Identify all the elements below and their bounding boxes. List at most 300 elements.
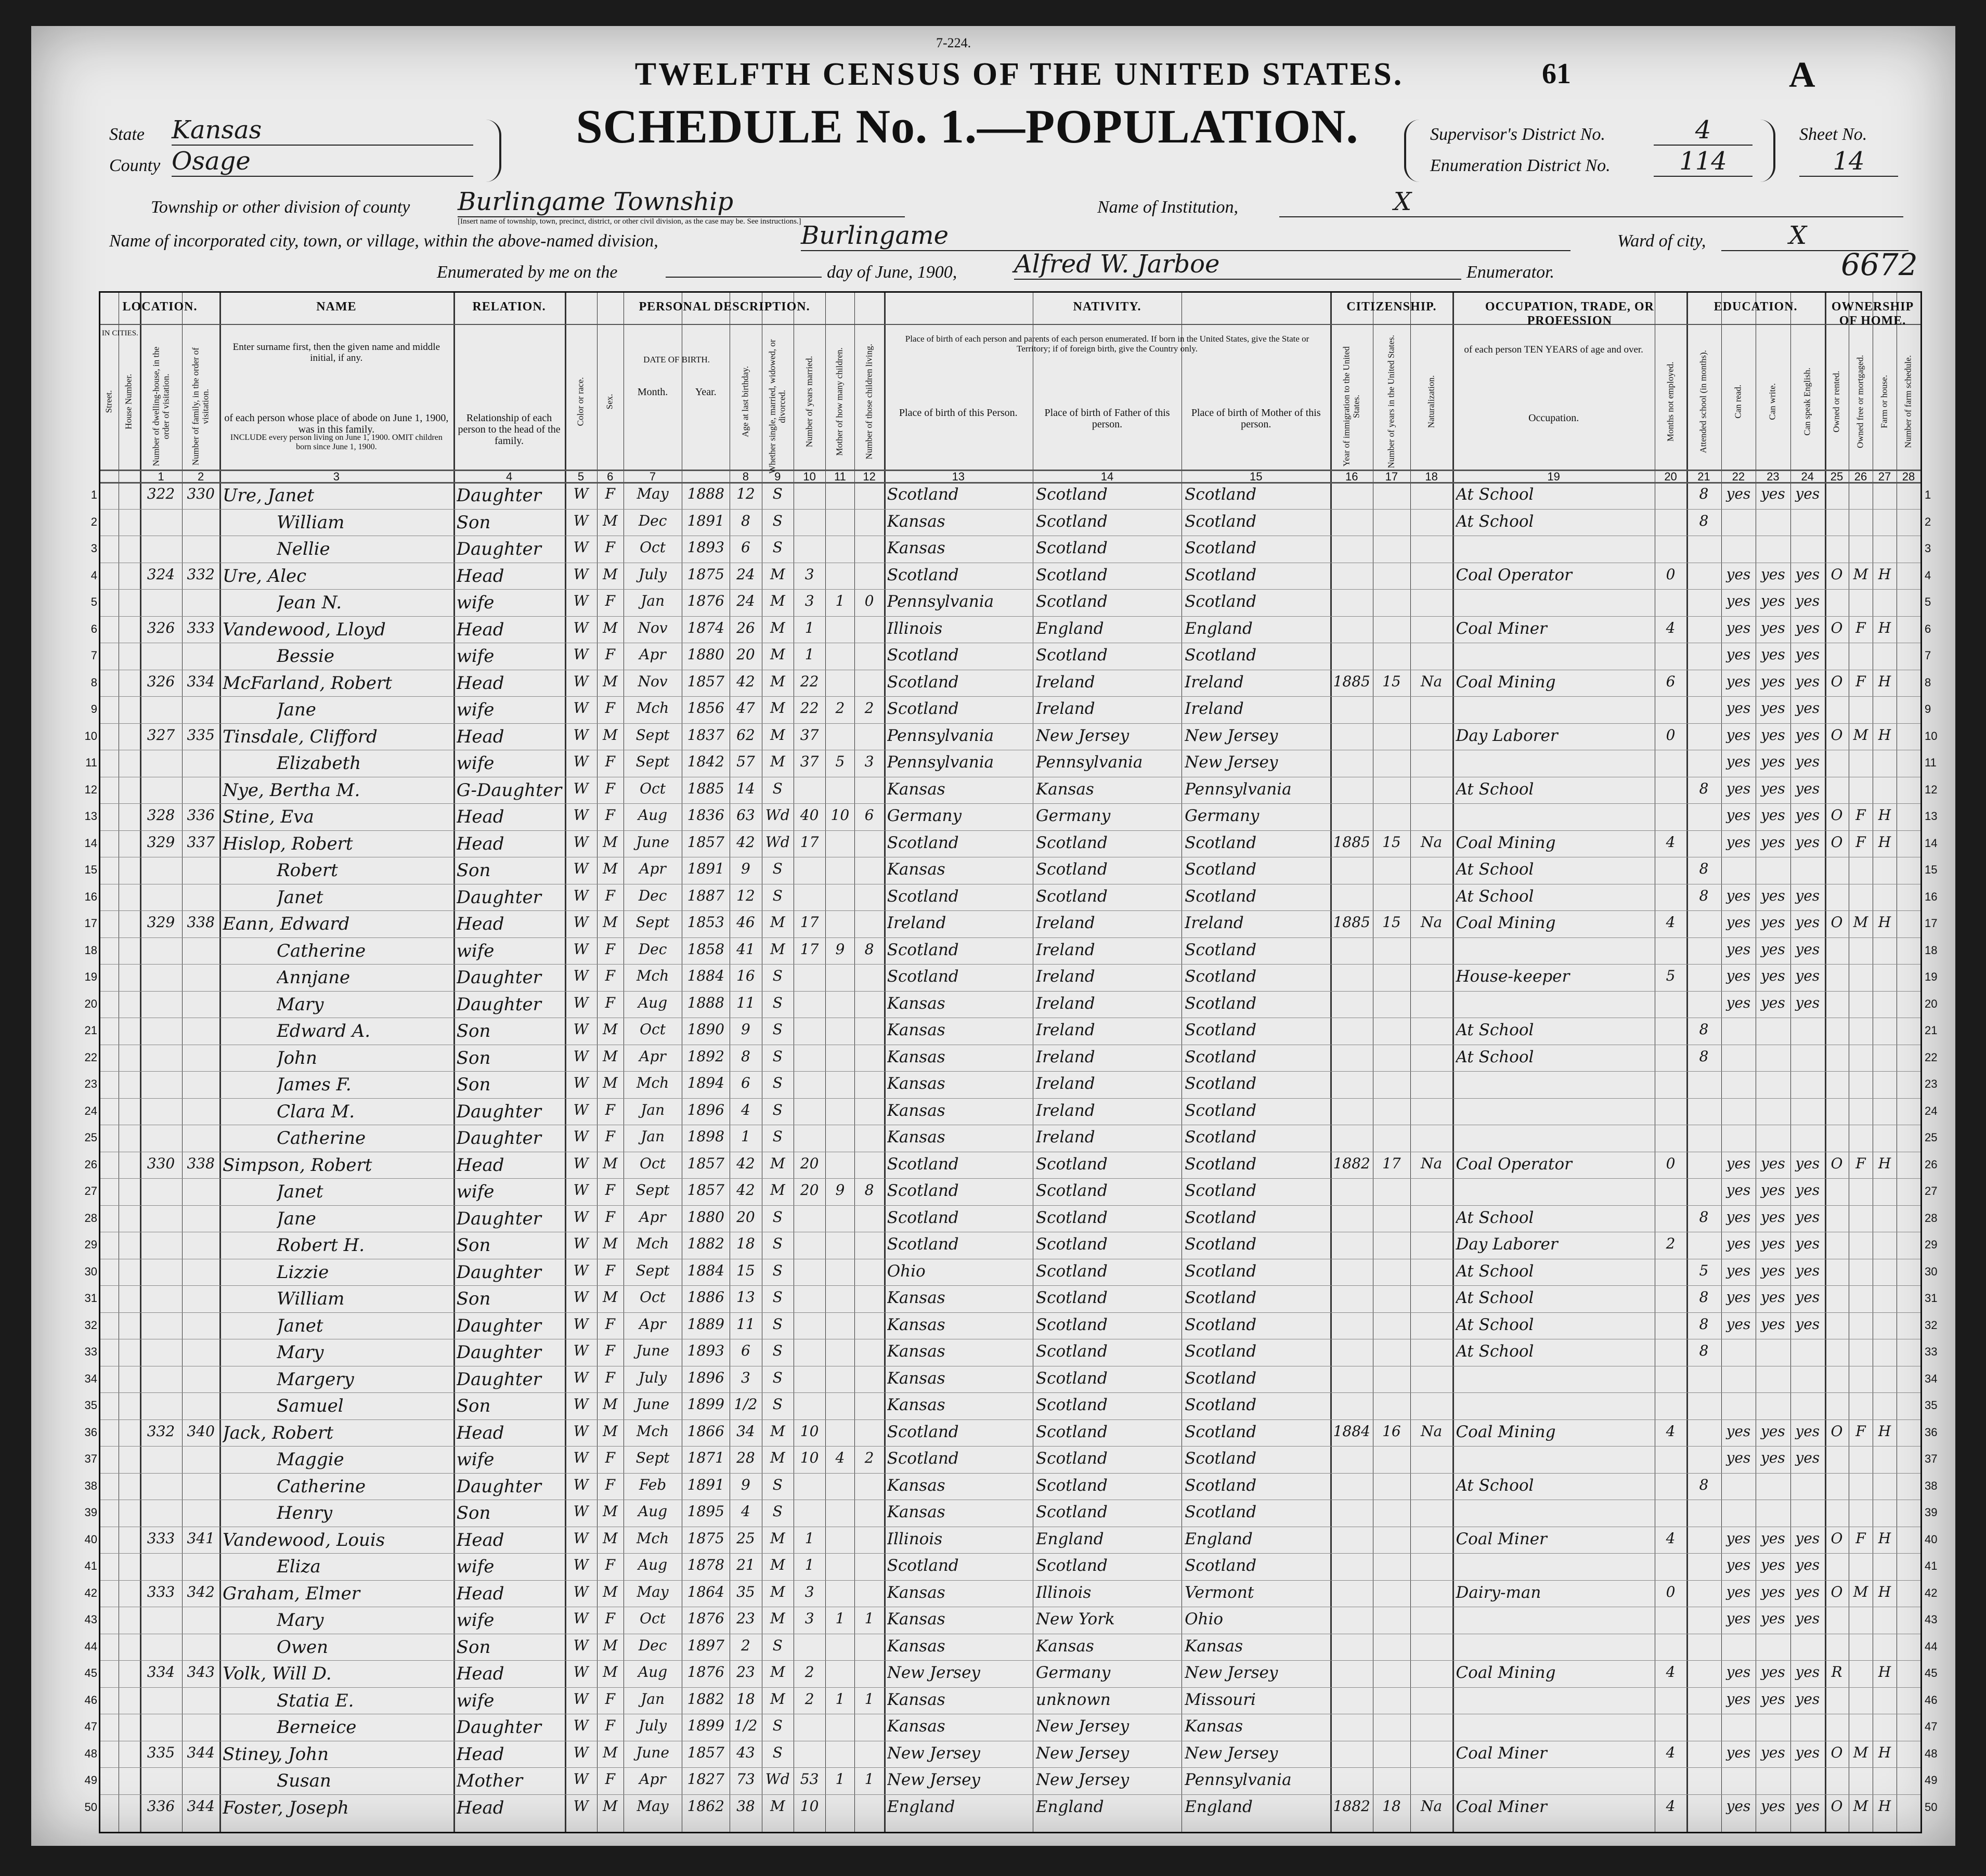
cell-yr: 1862 — [687, 1797, 724, 1815]
cell-bp: Scotland — [887, 1422, 959, 1441]
cell-occ: At School — [1456, 887, 1534, 906]
cell-color: W — [573, 726, 589, 744]
line-number-right: 48 — [1925, 1747, 1938, 1760]
cell-mon: May — [637, 1797, 669, 1815]
cell-nat: Na — [1420, 672, 1443, 690]
cell-mon: June — [636, 1396, 669, 1413]
cell-ym: 1 — [804, 619, 814, 636]
cell-yr: 1891 — [687, 1476, 724, 1493]
cell-bp: Ireland — [887, 914, 946, 932]
schedule-title: SCHEDULE No. 1.—POPULATION. — [576, 100, 1359, 153]
cell-bp: Scotland — [887, 940, 959, 959]
cell-own: O — [1831, 1583, 1843, 1600]
cell-name: Berneice — [276, 1717, 357, 1738]
cell-fm2: F — [1855, 672, 1866, 690]
cell-unemp: 2 — [1666, 1235, 1676, 1252]
cell-name: Edward A. — [276, 1021, 371, 1041]
cell-sex: M — [602, 565, 618, 583]
cell-sex: M — [602, 1154, 618, 1172]
cell-sex: M — [602, 1288, 618, 1306]
cell-yr: 1885 — [687, 779, 724, 797]
cell-ym: 22 — [800, 672, 819, 690]
cell-color: W — [573, 1101, 589, 1118]
cell-wr: yes — [1760, 672, 1785, 690]
cell-rel: Son — [456, 1021, 491, 1041]
column-header-imm: Year of immigration to the United States. — [1341, 346, 1361, 467]
cell-ch: 1 — [835, 1690, 845, 1708]
cell-bm: Ireland — [1185, 914, 1244, 932]
cell-mon: July — [639, 1717, 667, 1734]
cell-occ: At School — [1456, 779, 1534, 799]
column-number: 7 — [649, 470, 656, 483]
cell-unemp: 6 — [1666, 672, 1676, 690]
cell-name: Eann, Edward — [222, 914, 350, 934]
cell-bp: Scotland — [887, 1154, 959, 1174]
cell-rel: Son — [456, 1396, 491, 1416]
cell-bm: Scotland — [1185, 1261, 1257, 1281]
cell-name: Stine, Eva — [222, 806, 314, 827]
cell-bm: Scotland — [1185, 646, 1257, 665]
line-number-left: 38 — [84, 1479, 97, 1492]
column-header-name: of each person whose place of abode on June 1, 1900, was in this family. — [224, 412, 449, 435]
cell-mar: M — [770, 619, 785, 636]
cell-rel: G-Daughter — [456, 779, 562, 801]
cell-rel: Head — [456, 1583, 504, 1604]
line-number-right: 15 — [1925, 863, 1938, 876]
cell-yr: 1857 — [687, 672, 724, 690]
cell-name: Nellie — [276, 539, 330, 559]
cell-mar: S — [772, 1636, 783, 1654]
cell-mar: M — [770, 1583, 785, 1600]
cell-fh: H — [1878, 1154, 1891, 1172]
cell-wr: yes — [1760, 1529, 1785, 1547]
cell-color: W — [573, 1743, 589, 1761]
cell-nat: Na — [1420, 1422, 1443, 1440]
cell-rel: Head — [456, 1154, 504, 1176]
cell-fm: 336 — [187, 806, 215, 824]
township-label: Township or other division of county — [151, 198, 410, 217]
line-number-left: 6 — [90, 622, 97, 635]
group-header-education: EDUCATION. — [1714, 300, 1798, 314]
cell-bp: Scotland — [887, 1208, 959, 1227]
state-brace — [478, 120, 501, 182]
group-header-location: LOCATION. — [122, 300, 198, 314]
cell-fh: H — [1878, 565, 1891, 583]
column-number: 25 — [1830, 470, 1844, 483]
cell-name: Robert — [276, 860, 338, 881]
line-number-right: 28 — [1925, 1211, 1938, 1224]
cell-color: W — [573, 994, 589, 1011]
cell-yr: 1891 — [687, 512, 724, 529]
day-blank — [666, 277, 822, 278]
column-header-age: Age at last birthday. — [740, 366, 750, 437]
cell-age: 42 — [736, 672, 755, 690]
cell-rel: Head — [456, 619, 504, 640]
cell-sch: 8 — [1699, 1342, 1709, 1359]
cell-mon: June — [636, 833, 669, 851]
cell-name: Volk, Will D. — [222, 1663, 332, 1684]
cell-color: W — [573, 1342, 589, 1359]
cell-age: 28 — [736, 1449, 755, 1466]
day-label: day of June, 1900, — [827, 263, 957, 282]
city-label: Name of incorporated city, town, or village, within the above-named division, — [109, 231, 658, 251]
cell-bm: Scotland — [1185, 1288, 1257, 1307]
cell-occ: Coal Mining — [1456, 672, 1556, 692]
cell-color: W — [573, 1208, 589, 1226]
cell-bp: Scotland — [887, 1181, 959, 1200]
line-number-left: 20 — [84, 997, 97, 1010]
cell-en: yes — [1795, 1261, 1820, 1279]
cell-ym: 1 — [804, 1529, 814, 1547]
cell-color: W — [573, 1235, 589, 1252]
line-number-left: 21 — [84, 1024, 97, 1037]
district-brace — [1404, 120, 1427, 182]
cell-mon: Mch — [636, 699, 669, 716]
cell-yr: 1899 — [687, 1717, 724, 1734]
cell-sex: F — [605, 967, 615, 984]
line-number-right: 37 — [1925, 1452, 1938, 1465]
cell-bf: Scotland — [1035, 565, 1108, 584]
cell-age: 1 — [741, 1128, 750, 1145]
cell-occ: Day Laborer — [1456, 1235, 1558, 1254]
cell-name: William — [276, 1288, 345, 1309]
cell-rel: Head — [456, 726, 504, 747]
cell-sex: M — [602, 1529, 618, 1547]
cell-dw: 324 — [147, 565, 175, 583]
line-number-left: 44 — [84, 1639, 97, 1653]
line-number-right: 39 — [1925, 1506, 1938, 1519]
cell-bp: Kansas — [887, 512, 945, 531]
cell-occ: Coal Mining — [1456, 1663, 1556, 1682]
cell-rd: yes — [1726, 940, 1751, 958]
cell-mon: Mch — [636, 1235, 669, 1252]
cell-name: Graham, Elmer — [222, 1583, 360, 1604]
row-rule — [100, 1767, 1920, 1768]
cell-yr: 1884 — [687, 1261, 724, 1279]
line-number-right: 21 — [1925, 1024, 1938, 1037]
enumerator-value: Alfred W. Jarboe — [1014, 250, 1461, 280]
cell-name: Jane — [276, 699, 316, 720]
cell-name: Foster, Joseph — [222, 1797, 349, 1818]
cell-sex: M — [602, 833, 618, 851]
cell-bm: Kansas — [1185, 1636, 1243, 1656]
cell-age: 13 — [736, 1288, 755, 1306]
cell-bm: Scotland — [1185, 1369, 1257, 1388]
cell-occ: Coal Operator — [1456, 1154, 1572, 1174]
cell-imm: 1882 — [1333, 1154, 1370, 1172]
cell-mon: Sept — [635, 1449, 670, 1466]
cell-ym: 10 — [800, 1449, 819, 1466]
column-divider — [825, 293, 826, 1832]
cell-wr: yes — [1760, 1181, 1785, 1198]
cell-color: W — [573, 1315, 589, 1333]
column-number: 17 — [1385, 470, 1398, 483]
cell-sex: M — [602, 914, 618, 931]
line-number-left: 1 — [90, 488, 97, 501]
cell-bp: New Jersey — [887, 1743, 980, 1763]
cell-rel: Mother — [456, 1770, 523, 1791]
cell-mon: Oct — [640, 1154, 666, 1172]
cell-bp: Scotland — [887, 485, 959, 504]
line-number-left: 24 — [84, 1104, 97, 1117]
line-number-left: 9 — [90, 702, 97, 715]
line-number-right: 36 — [1925, 1425, 1938, 1439]
column-number: 16 — [1345, 470, 1358, 483]
population-table — [84, 291, 1938, 1833]
cell-yus: 16 — [1382, 1422, 1401, 1440]
cell-cl: 1 — [864, 1690, 874, 1708]
cell-age: 8 — [741, 512, 750, 529]
cell-bf: Scotland — [1035, 1208, 1108, 1227]
cell-en: yes — [1795, 619, 1820, 636]
line-number-left: 3 — [90, 542, 97, 555]
cell-age: 42 — [736, 1181, 755, 1198]
row-rule — [100, 1473, 1920, 1474]
cell-mar: M — [770, 1154, 785, 1172]
cell-sex: M — [602, 1021, 618, 1038]
cell-en: yes — [1795, 1583, 1820, 1600]
cell-name: McFarland, Robert — [222, 672, 392, 694]
cell-age: 1/2 — [734, 1396, 758, 1413]
cell-mon: Aug — [638, 1663, 668, 1680]
cell-sch: 8 — [1699, 1315, 1709, 1333]
cell-bm: Scotland — [1185, 1101, 1257, 1120]
cell-ch: 5 — [835, 753, 845, 770]
cell-own: O — [1831, 619, 1843, 636]
cell-name: Samuel — [276, 1396, 344, 1416]
cell-rel: wife — [456, 1556, 495, 1577]
cell-rel: Son — [456, 1288, 491, 1309]
cell-bf: Scotland — [1035, 512, 1108, 531]
cell-bp: Kansas — [887, 860, 945, 879]
cell-color: W — [573, 940, 589, 958]
cell-fh: H — [1878, 1663, 1891, 1680]
cell-rd: yes — [1726, 1529, 1751, 1547]
column-divider — [1330, 293, 1332, 1832]
cell-fm2: M — [1853, 1797, 1868, 1815]
cell-rd: yes — [1726, 565, 1751, 583]
cell-sex: M — [602, 619, 618, 636]
line-number-right: 4 — [1925, 568, 1931, 582]
row-rule — [100, 910, 1920, 911]
cell-age: 24 — [736, 592, 755, 609]
cell-bp: Kansas — [887, 1717, 945, 1736]
cell-occ: Coal Miner — [1456, 1529, 1547, 1548]
state-value: Kansas — [172, 115, 473, 146]
cell-age: 21 — [736, 1556, 755, 1573]
row-rule — [100, 1580, 1920, 1581]
cell-bm: Scotland — [1185, 967, 1257, 986]
cell-sex: M — [602, 1422, 618, 1440]
group-header-relation: RELATION. — [472, 300, 546, 314]
cell-mar: S — [772, 1476, 783, 1493]
cell-name: Nye, Bertha M. — [222, 779, 360, 801]
row-rule — [100, 1312, 1920, 1313]
cell-yr: 1878 — [687, 1556, 724, 1573]
occupation-instructions: of each person TEN YEARS of age and over. — [1464, 344, 1643, 355]
line-number-left: 25 — [84, 1131, 97, 1144]
cell-bf: Scotland — [1035, 1422, 1108, 1441]
cell-bp: Kansas — [887, 1315, 945, 1334]
cell-rel: Son — [456, 1235, 491, 1256]
cell-en: yes — [1795, 1529, 1820, 1547]
cell-name: Catherine — [276, 940, 366, 961]
column-header-unemp: Months not employed. — [1665, 361, 1676, 442]
cell-rel: Daughter — [456, 1208, 541, 1229]
column-header-fm: Number of family, in the order of visitation. — [190, 347, 211, 466]
cell-name: William — [276, 512, 345, 533]
cell-occ: At School — [1456, 512, 1534, 531]
column-header-own: Owned or rented. — [1831, 371, 1841, 433]
cell-sex: M — [602, 1636, 618, 1654]
cell-bf: Scotland — [1035, 1556, 1108, 1575]
line-number-left: 46 — [84, 1693, 97, 1706]
cell-yr: 1857 — [687, 1743, 724, 1761]
cell-rel: Daughter — [456, 1128, 541, 1149]
cell-mar: M — [770, 753, 785, 770]
cell-fh: H — [1878, 1529, 1891, 1547]
line-number-right: 20 — [1925, 997, 1938, 1010]
cell-name: Jean N. — [276, 592, 342, 613]
cell-wr: yes — [1760, 1288, 1785, 1306]
cell-color: W — [573, 646, 589, 663]
cell-wr: yes — [1760, 1610, 1785, 1627]
cell-ch: 1 — [835, 1610, 845, 1627]
cell-rel: Daughter — [456, 485, 541, 506]
cell-rel: wife — [456, 1181, 495, 1202]
cell-bp: Ohio — [887, 1261, 926, 1281]
row-rule — [100, 991, 1920, 992]
cell-ym: 2 — [804, 1690, 814, 1708]
cell-mar: M — [770, 1556, 785, 1573]
cell-sex: M — [602, 1663, 618, 1680]
cell-sch: 8 — [1699, 1476, 1709, 1493]
cell-bp: New Jersey — [887, 1770, 980, 1789]
cell-own: O — [1831, 806, 1843, 824]
cell-rd: yes — [1726, 1261, 1751, 1279]
cell-fm: 338 — [187, 914, 215, 931]
line-number-left: 4 — [90, 568, 97, 582]
column-number: 2 — [198, 470, 204, 483]
cell-en: yes — [1795, 753, 1820, 770]
cell-bm: Scotland — [1185, 1208, 1257, 1227]
cell-wr: yes — [1760, 485, 1785, 502]
cell-sex: F — [605, 1181, 615, 1198]
corner-number: 6672 — [1841, 247, 1918, 282]
cell-name: Ure, Alec — [222, 565, 307, 587]
column-header-dw: Number of dwelling-house, in the order of visitation. — [150, 346, 171, 466]
cell-rd: yes — [1726, 967, 1751, 984]
nativity-instructions: Place of birth of each person and parents of each person enumerated. If born in the United States, give the State or Territory; if of foreign birth, give the Country only. — [905, 334, 1309, 354]
cell-yr: 1875 — [687, 1529, 724, 1547]
cell-fm: 330 — [187, 485, 215, 502]
cell-occ: Coal Miner — [1456, 1743, 1547, 1763]
cell-color: W — [573, 1369, 589, 1386]
cell-fm2: M — [1853, 565, 1868, 583]
cell-name: Simpson, Robert — [222, 1154, 372, 1176]
cell-bp: Scotland — [887, 967, 959, 986]
cell-mar: S — [772, 1261, 783, 1279]
cell-age: 11 — [736, 1315, 755, 1333]
cell-rel: wife — [456, 753, 495, 774]
row-rule — [100, 803, 1920, 804]
cell-bm: Scotland — [1185, 940, 1257, 959]
column-divider — [884, 293, 886, 1832]
cell-mar: M — [770, 1797, 785, 1815]
cell-yr: 1871 — [687, 1449, 724, 1466]
line-number-left: 27 — [84, 1184, 97, 1197]
cell-bm: New Jersey — [1185, 1743, 1278, 1763]
cell-bp: Kansas — [887, 994, 945, 1013]
cell-mar: S — [772, 887, 783, 904]
cell-ym: 10 — [800, 1422, 819, 1440]
cell-color: W — [573, 699, 589, 716]
cell-bm: New Jersey — [1185, 726, 1278, 745]
line-number-left: 12 — [84, 783, 97, 796]
cell-age: 18 — [736, 1690, 755, 1708]
cell-yr: 1866 — [687, 1422, 724, 1440]
column-divider — [1410, 293, 1411, 1832]
cell-en: yes — [1795, 485, 1820, 502]
line-number-left: 19 — [84, 970, 97, 983]
line-number-left: 48 — [84, 1747, 97, 1760]
group-header-occupation: OCCUPATION, TRADE, OR PROFESSION — [1485, 300, 1654, 328]
cell-yus: 15 — [1382, 833, 1401, 851]
cell-ch: 1 — [835, 592, 845, 609]
cell-sex: F — [605, 806, 615, 824]
row-rule — [100, 964, 1920, 965]
cell-yus: 17 — [1382, 1154, 1401, 1172]
cell-color: W — [573, 619, 589, 636]
cell-bm: Scotland — [1185, 1315, 1257, 1334]
cell-bf: New Jersey — [1035, 1717, 1130, 1736]
cell-sex: M — [602, 1797, 618, 1815]
cell-rd: yes — [1726, 833, 1751, 851]
cell-bp: Kansas — [887, 539, 945, 557]
column-header-cl: Number of those children living. — [864, 344, 874, 460]
cell-fm: 333 — [187, 619, 215, 636]
cell-name: Catherine — [276, 1128, 366, 1149]
cell-ch: 9 — [835, 940, 845, 958]
cell-mon: Aug — [638, 806, 668, 824]
column-header-rel: Relationship of each person to the head of the family. — [458, 412, 561, 447]
cell-ym: 17 — [800, 940, 819, 958]
cell-bf: Scotland — [1035, 1261, 1108, 1281]
cell-color: W — [573, 485, 589, 502]
cell-rd: yes — [1726, 672, 1751, 690]
cell-yr: 1875 — [687, 565, 724, 583]
cell-bp: Kansas — [887, 1503, 945, 1521]
cell-sch: 8 — [1699, 1021, 1709, 1038]
column-number: 6 — [607, 470, 614, 483]
state-label: State — [109, 125, 145, 144]
cell-mar: S — [772, 1396, 783, 1413]
cell-fm2: F — [1855, 1154, 1866, 1172]
cell-yr: 1896 — [687, 1369, 724, 1386]
cell-name: Vandewood, Louis — [222, 1529, 385, 1551]
cell-en: yes — [1795, 1422, 1820, 1440]
cell-name: Jane — [276, 1208, 316, 1229]
cell-bf: Illinois — [1035, 1583, 1092, 1602]
line-number-right: 10 — [1925, 729, 1938, 742]
cell-unemp: 0 — [1666, 565, 1676, 583]
cell-bm: Pennsylvania — [1185, 779, 1292, 799]
cell-sex: F — [605, 779, 615, 797]
cell-name: Eliza — [276, 1556, 321, 1577]
cell-bf: Scotland — [1035, 1342, 1108, 1361]
cell-bf: New Jersey — [1035, 1743, 1130, 1763]
cell-sex: F — [605, 1369, 615, 1386]
